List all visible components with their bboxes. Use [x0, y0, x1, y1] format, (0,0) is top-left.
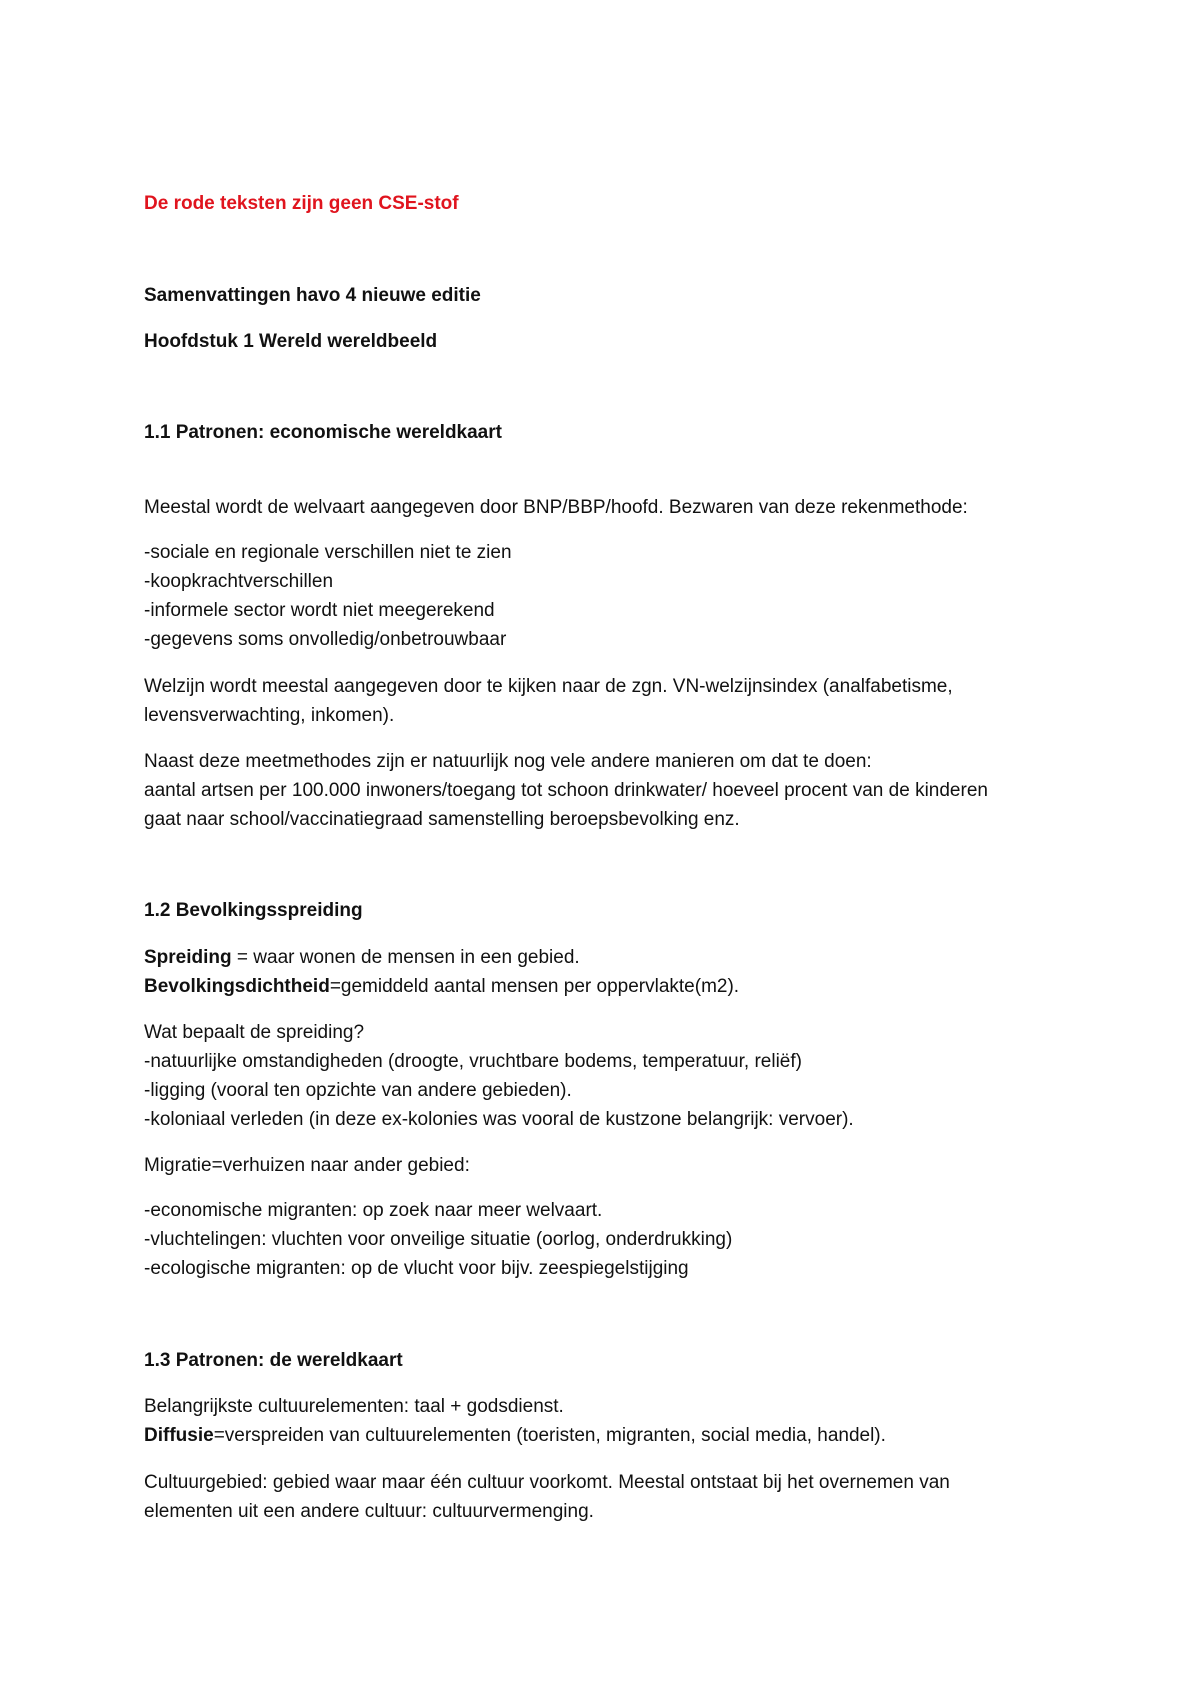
paragraph-migratie: Migratie=verhuizen naar ander gebied:: [144, 1155, 470, 1176]
definition-term: Spreiding: [144, 947, 232, 968]
document-title: Samenvattingen havo 4 nieuwe editie: [144, 285, 481, 306]
definition-bevolkingsdichtheid: [144, 975, 739, 999]
section-1-3-heading: 1.3 Patronen: de wereldkaart: [144, 1350, 403, 1371]
paragraph-meetmethodes: aantal artsen per 100.000 inwoners/toegang tot schoon drinkwater/ hoeveel procent van de kinderen: [144, 780, 988, 801]
list-item: -ligging (vooral ten opzichte van andere gebieden).: [144, 1080, 572, 1101]
section-1-1-heading: 1.1 Patronen: economische wereldkaart: [144, 422, 502, 443]
list-item: -koloniaal verleden (in deze ex-kolonies was vooral de kustzone belangrijk: vervoer).: [144, 1109, 854, 1130]
definition-text: =gemiddeld aantal mensen per oppervlakte(m2).: [329, 976, 740, 997]
paragraph-welzijn: Welzijn wordt meestal aangegeven door te kijken naar de zgn. VN-welzijnsindex (analfabetisme,: [144, 676, 953, 697]
list-item: -ecologische migranten: op de vlucht voor bijv. zeespiegelstijging: [144, 1258, 689, 1279]
paragraph-cultuurelementen: Belangrijkste cultuurelementen: taal + godsdienst.: [144, 1396, 564, 1417]
paragraph-welvaart: Meestal wordt de welvaart aangegeven door BNP/BBP/hoofd. Bezwaren van deze rekenmethode:: [144, 497, 968, 518]
paragraph-cultuurgebied: elementen uit een andere cultuur: cultuurvermenging.: [144, 1501, 594, 1522]
list-item: -gegevens soms onvolledig/onbetrouwbaar: [144, 629, 507, 650]
list-item: -vluchtelingen: vluchten voor onveilige situatie (oorlog, onderdrukking): [144, 1229, 733, 1250]
definition-diffusie: [144, 1424, 886, 1448]
list-item: -sociale en regionale verschillen niet te zien: [144, 542, 512, 563]
paragraph-cultuurgebied: Cultuurgebied: gebied waar maar één cultuur voorkomt. Meestal ontstaat bij het overnemen van: [144, 1472, 950, 1493]
list-item: -koopkrachtverschillen: [144, 571, 334, 592]
definition-spreiding: [144, 946, 580, 970]
paragraph-meetmethodes: Naast deze meetmethodes zijn er natuurlijk nog vele andere manieren om dat te doen:: [144, 751, 872, 772]
red-text-notice: De rode teksten zijn geen CSE-stof: [144, 193, 459, 214]
list-item: -informele sector wordt niet meegerekend: [144, 600, 495, 621]
definition-term: Bevolkingsdichtheid: [144, 976, 330, 997]
list-item: -natuurlijke omstandigheden (droogte, vruchtbare bodems, temperatuur, reliëf): [144, 1051, 802, 1072]
definition-text: =verspreiden van cultuurelementen (toeristen, migranten, social media, handel).: [213, 1425, 886, 1446]
definition-text: = waar wonen de mensen in een gebied.: [231, 947, 580, 968]
section-1-2-heading: 1.2 Bevolkingsspreiding: [144, 900, 363, 921]
chapter-heading: Hoofdstuk 1 Wereld wereldbeeld: [144, 331, 438, 352]
paragraph-question: Wat bepaalt de spreiding?: [144, 1022, 365, 1043]
definition-term: Diffusie: [144, 1425, 214, 1446]
list-item: -economische migranten: op zoek naar meer welvaart.: [144, 1200, 603, 1221]
paragraph-meetmethodes: gaat naar school/vaccinatiegraad samenstelling beroepsbevolking enz.: [144, 809, 740, 830]
paragraph-welzijn: levensverwachting, inkomen).: [144, 705, 395, 726]
